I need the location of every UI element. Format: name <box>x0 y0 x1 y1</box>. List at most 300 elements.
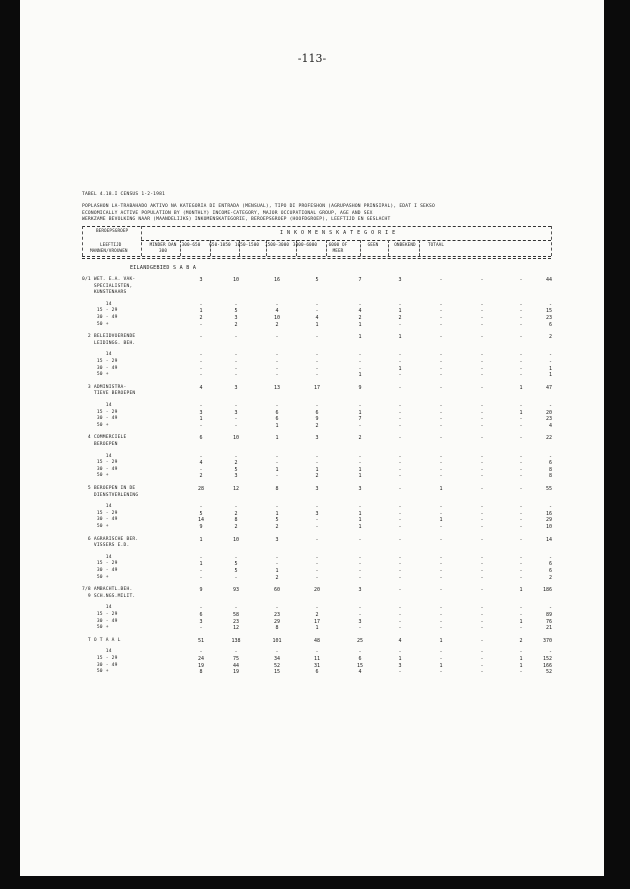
value-cell: 23 <box>232 618 240 625</box>
value-cell: - <box>199 403 203 409</box>
value-cell: - <box>519 517 523 524</box>
row-label: 3 ADMINISTRA- <box>82 384 127 390</box>
value-cell: - <box>315 453 319 460</box>
value-cell: - <box>519 625 523 632</box>
row-label: 30 - 49 <box>82 618 118 624</box>
value-cell: - <box>199 649 203 656</box>
value-cell: - <box>358 352 362 359</box>
value-cell: - <box>358 554 362 561</box>
value-cell: - <box>480 403 484 409</box>
value-cell: - <box>398 473 402 480</box>
value-cell: - <box>519 365 523 372</box>
value-cell: - <box>358 453 362 460</box>
value-cell: - <box>480 587 484 594</box>
value-cell: 4 <box>199 384 203 391</box>
row-label: 14 <box>82 504 112 510</box>
value-cell: - <box>480 561 484 568</box>
value-cell: - <box>398 403 402 409</box>
occupation-header: BEROEPSGROEP <box>96 229 129 234</box>
value-cell: - <box>480 669 484 676</box>
column-divider <box>388 240 389 256</box>
value-cell: 6 <box>199 435 203 442</box>
value-cell: 48 <box>313 637 321 644</box>
value-cell: - <box>480 359 484 365</box>
row-label: 30 - 49 <box>82 517 118 523</box>
row-label: 15 - 29 <box>82 510 118 516</box>
value-cell: - <box>358 649 362 656</box>
column-divider <box>82 226 83 256</box>
value-cell: - <box>234 574 238 581</box>
value-cell: - <box>439 301 443 308</box>
total-cell: 44 <box>545 277 552 283</box>
value-cell: - <box>519 277 523 283</box>
value-cell: 1 <box>439 637 443 644</box>
value-cell: - <box>199 466 203 473</box>
value-cell: 15 <box>356 662 364 669</box>
value-cell: 19 <box>197 662 205 669</box>
value-cell: 6 <box>358 656 362 662</box>
total-cell: 1 <box>548 372 552 379</box>
income-column-header: 3000-6000 <box>292 243 318 248</box>
value-cell: - <box>398 612 402 618</box>
value-cell: - <box>315 359 319 365</box>
value-cell: 60 <box>273 587 281 594</box>
value-cell: - <box>439 365 443 372</box>
row-label: 30 - 49 <box>82 466 118 472</box>
value-cell: - <box>439 460 443 467</box>
value-cell: - <box>519 359 523 365</box>
value-cell: 1 <box>519 618 523 625</box>
value-cell: - <box>439 649 443 656</box>
value-cell: - <box>398 466 402 473</box>
value-cell: - <box>398 460 402 467</box>
value-cell: 9 <box>199 587 203 594</box>
value-cell: - <box>398 486 402 492</box>
value-cell: 1 <box>358 409 362 416</box>
value-cell: - <box>480 605 484 612</box>
value-cell: - <box>358 568 362 574</box>
value-cell: 6 <box>275 416 279 423</box>
value-cell: 1 <box>358 321 362 328</box>
total-cell: 152 <box>542 656 552 662</box>
value-cell: - <box>315 308 319 315</box>
value-cell: 2 <box>275 321 279 328</box>
table-row <box>20 473 604 480</box>
value-cell: - <box>315 554 319 561</box>
total-cell: 29 <box>545 517 552 524</box>
value-cell: 34 <box>273 656 281 662</box>
value-cell: 3 <box>358 486 362 492</box>
value-cell: - <box>480 625 484 632</box>
value-cell: 1 <box>315 321 319 328</box>
row-label: 2 BELEIDVOERENDE <box>82 334 136 340</box>
value-cell: 2 <box>358 435 362 442</box>
total-cell: 6 <box>548 321 552 328</box>
value-cell: 1 <box>398 656 402 662</box>
value-cell: 1 <box>398 308 402 315</box>
row-label: 30 - 49 <box>82 416 118 422</box>
income-column-header: 300 <box>158 249 168 254</box>
income-column-header: 300-650 <box>181 243 201 248</box>
total-cell: 2 <box>548 574 552 581</box>
table-row <box>20 625 604 632</box>
value-cell: 1 <box>358 510 362 517</box>
value-cell: 13 <box>273 384 281 391</box>
row-label: 15 - 29 <box>82 359 118 364</box>
row-label: 15 - 29 <box>82 308 118 314</box>
value-cell: - <box>480 384 484 391</box>
value-cell: - <box>398 618 402 625</box>
row-label: 50 + <box>82 625 109 631</box>
row-label: 6 AGRARISCHE BER. <box>82 536 139 542</box>
total-cell: 52 <box>545 669 552 676</box>
value-cell: 4 <box>199 460 203 467</box>
value-cell: 5 <box>275 517 279 524</box>
value-cell: 4 <box>358 308 362 315</box>
row-label: 30 - 49 <box>82 315 118 320</box>
value-cell: 31 <box>313 662 321 669</box>
total-cell: - <box>548 301 552 308</box>
value-cell: - <box>234 334 238 341</box>
value-cell: - <box>519 352 523 359</box>
row-label: 14 <box>82 605 112 611</box>
value-cell: 1 <box>275 568 279 574</box>
value-cell: - <box>480 365 484 372</box>
caption-line-dutch: WERKZAME BEVOLKING NAAR (MAANDELIJKS) INKOMENSKATEGORIE, BEROEPSGROEP (HOOFDGROEP), LEEFTIJD EN GESLACHT <box>82 217 391 223</box>
value-cell: - <box>398 568 402 574</box>
value-cell: - <box>199 301 203 308</box>
value-cell: 2 <box>519 637 523 644</box>
value-cell: - <box>439 473 443 480</box>
value-cell: - <box>480 334 484 341</box>
value-cell: 101 <box>272 637 282 644</box>
value-cell: - <box>480 453 484 460</box>
row-label: 30 - 49 <box>82 662 118 668</box>
value-cell: - <box>234 301 238 308</box>
row-label: 50 + <box>82 321 109 327</box>
value-cell: - <box>315 504 319 511</box>
row-label: 15 - 29 <box>82 561 118 567</box>
value-cell: - <box>519 574 523 581</box>
income-column-header: ONBEKEND <box>394 243 416 248</box>
value-cell: 2 <box>234 321 238 328</box>
value-cell: - <box>315 568 319 574</box>
value-cell: - <box>315 517 319 524</box>
value-cell: 1 <box>275 422 279 429</box>
value-cell: - <box>439 315 443 321</box>
value-cell: - <box>519 486 523 492</box>
value-cell: - <box>519 422 523 429</box>
row-label: BEROEPEN <box>82 442 118 447</box>
table-row <box>20 442 604 449</box>
value-cell: - <box>398 372 402 379</box>
region-label: EILANDGEBIED S A B A <box>130 265 197 271</box>
value-cell: - <box>234 365 238 372</box>
value-cell: 2 <box>315 473 319 480</box>
value-cell: - <box>275 473 279 480</box>
value-cell: - <box>439 568 443 574</box>
value-cell: 3 <box>199 618 203 625</box>
value-cell: - <box>398 435 402 442</box>
value-cell: 9 <box>315 416 319 423</box>
value-cell: 1 <box>439 662 443 669</box>
value-cell: - <box>480 435 484 442</box>
value-cell: - <box>398 587 402 594</box>
row-label: DIENSTVERLENING <box>82 492 139 498</box>
total-cell: - <box>548 403 552 409</box>
value-cell: - <box>480 662 484 669</box>
value-cell: - <box>480 524 484 530</box>
row-label: 5 BEROEPEN IN DE <box>82 486 136 491</box>
value-cell: 5 <box>234 568 238 574</box>
row-label: 14 <box>82 649 112 655</box>
value-cell: - <box>480 618 484 625</box>
value-cell: 3 <box>234 384 238 391</box>
value-cell: 1 <box>358 372 362 379</box>
value-cell: 12 <box>232 625 240 632</box>
value-cell: - <box>480 656 484 662</box>
value-cell: 1 <box>358 524 362 530</box>
value-cell: 2 <box>275 524 279 530</box>
value-cell: - <box>439 612 443 618</box>
value-cell: 14 <box>197 517 205 524</box>
table-row <box>20 372 604 379</box>
income-column-header: GEEN <box>367 243 379 248</box>
value-cell: - <box>398 605 402 612</box>
value-cell: 1 <box>398 334 402 341</box>
total-cell: 47 <box>545 384 552 391</box>
total-cell: 23 <box>545 315 552 321</box>
value-cell: 3 <box>358 618 362 625</box>
total-cell: - <box>548 649 552 656</box>
total-cell: 1 <box>548 365 552 372</box>
value-cell: - <box>398 669 402 676</box>
value-cell: - <box>398 359 402 365</box>
value-cell: 17 <box>313 384 321 391</box>
value-cell: - <box>519 466 523 473</box>
value-cell: 20 <box>313 587 321 594</box>
value-cell: - <box>439 656 443 662</box>
row-label: 0/1 WET. E.A. VAK- <box>82 277 136 282</box>
value-cell: 44 <box>232 662 240 669</box>
value-cell: - <box>275 504 279 511</box>
value-cell: - <box>234 372 238 379</box>
total-cell: 14 <box>545 536 552 543</box>
row-label: 50 + <box>82 473 109 479</box>
value-cell: - <box>519 649 523 656</box>
value-cell: 2 <box>358 315 362 321</box>
document-page <box>20 0 604 876</box>
caption-line-papiamentu: POPLASHON LA-TRABAHADO AKTIVO NA KATEGORIA DI ENTRADA (MENSUAL), TIPO DI PROFESHON (AGRUPASHON PRINSIPAL), EDAT I SEKSO <box>82 203 435 209</box>
value-cell: - <box>315 365 319 372</box>
value-cell: - <box>315 536 319 543</box>
value-cell: - <box>398 649 402 656</box>
value-cell: 1 <box>519 656 523 662</box>
value-cell: - <box>519 453 523 460</box>
column-divider <box>551 226 552 256</box>
value-cell: 1 <box>275 466 279 473</box>
value-cell: - <box>480 352 484 359</box>
value-cell: - <box>439 466 443 473</box>
value-cell: - <box>519 460 523 467</box>
value-cell: - <box>358 605 362 612</box>
value-cell: - <box>275 352 279 359</box>
total-cell: 89 <box>545 612 552 618</box>
value-cell: - <box>398 352 402 359</box>
total-cell: 21 <box>545 625 552 632</box>
value-cell: - <box>480 473 484 480</box>
value-cell: - <box>398 517 402 524</box>
total-cell: 15 <box>545 308 552 315</box>
value-cell: - <box>358 612 362 618</box>
value-cell: 15 <box>273 669 281 676</box>
value-cell: - <box>480 554 484 561</box>
total-cell: 6 <box>548 568 552 574</box>
value-cell: - <box>480 321 484 328</box>
total-cell: 76 <box>545 618 552 625</box>
value-cell: 3 <box>234 315 238 321</box>
value-cell: - <box>199 568 203 574</box>
row-label: T O T A A L <box>82 637 121 643</box>
value-cell: 3 <box>234 473 238 480</box>
value-cell: - <box>398 416 402 423</box>
value-cell: 93 <box>232 587 240 594</box>
total-cell: 8 <box>548 466 552 473</box>
value-cell: - <box>358 561 362 568</box>
total-cell: 20 <box>545 409 552 416</box>
value-cell: 3 <box>398 662 402 669</box>
value-cell: - <box>398 384 402 391</box>
value-cell: - <box>519 536 523 543</box>
value-cell: - <box>480 649 484 656</box>
value-cell: - <box>519 473 523 480</box>
value-cell: - <box>439 435 443 442</box>
value-cell: 28 <box>197 486 205 492</box>
value-cell: - <box>519 510 523 517</box>
value-cell: - <box>234 649 238 656</box>
value-cell: - <box>358 301 362 308</box>
row-label: 15 - 29 <box>82 656 118 661</box>
value-cell: - <box>234 403 238 409</box>
income-column-header: 6000 OF <box>328 243 348 248</box>
value-cell: - <box>199 625 203 632</box>
income-column-header: MEER <box>332 249 344 254</box>
value-cell: 23 <box>273 612 281 618</box>
value-cell: - <box>199 605 203 612</box>
value-cell: - <box>199 359 203 365</box>
value-cell: - <box>439 359 443 365</box>
total-cell: - <box>548 605 552 612</box>
value-cell: 5 <box>234 308 238 315</box>
value-cell: - <box>315 301 319 308</box>
value-cell: - <box>480 466 484 473</box>
value-cell: - <box>398 301 402 308</box>
value-cell: - <box>439 669 443 676</box>
value-cell: - <box>480 416 484 423</box>
table-title: TABEL 4.18.I CENSUS 1-2-1981 <box>82 192 166 197</box>
value-cell: - <box>519 554 523 561</box>
value-cell: 10 <box>273 315 281 321</box>
value-cell: 12 <box>232 486 240 492</box>
value-cell: - <box>234 453 238 460</box>
value-cell: 2 <box>315 422 319 429</box>
value-cell: 10 <box>232 536 240 543</box>
table-row <box>20 669 604 676</box>
value-cell: - <box>519 568 523 574</box>
value-cell: - <box>358 422 362 429</box>
table-row <box>20 524 604 531</box>
value-cell: 7 <box>358 277 362 283</box>
row-label: 15 - 29 <box>82 409 118 415</box>
income-column-header: TOTAAL <box>427 243 445 248</box>
value-cell: - <box>275 605 279 612</box>
header-rule-band <box>141 240 551 241</box>
value-cell: - <box>358 625 362 632</box>
row-label: KUNSTENAARS <box>82 290 127 296</box>
value-cell: - <box>398 422 402 429</box>
value-cell: 4 <box>275 308 279 315</box>
value-cell: - <box>199 554 203 561</box>
value-cell: 1 <box>199 308 203 315</box>
value-cell: 3 <box>398 277 402 283</box>
row-label: 50 + <box>82 372 109 378</box>
value-cell: - <box>358 460 362 467</box>
value-cell: 8 <box>275 625 279 632</box>
row-label: 50 + <box>82 669 109 675</box>
value-cell: 4 <box>398 637 402 644</box>
value-cell: - <box>480 612 484 618</box>
value-cell: - <box>358 574 362 581</box>
value-cell: - <box>439 504 443 511</box>
row-label: 7/8 AMBACHTL.BEH. <box>82 587 133 593</box>
value-cell: 1 <box>199 416 203 423</box>
value-cell: - <box>439 308 443 315</box>
total-cell: 186 <box>542 587 552 594</box>
value-cell: 3 <box>199 409 203 416</box>
total-cell: 2 <box>548 334 552 341</box>
row-label: 4 COMMERCIELE <box>82 435 127 441</box>
value-cell: - <box>519 605 523 612</box>
value-cell: - <box>315 605 319 612</box>
value-cell: - <box>234 422 238 429</box>
table-row <box>20 290 604 297</box>
value-cell: - <box>199 352 203 359</box>
value-cell: - <box>275 649 279 656</box>
value-cell: - <box>519 612 523 618</box>
value-cell: 1 <box>358 517 362 524</box>
value-cell: - <box>519 416 523 423</box>
value-cell: 1 <box>439 517 443 524</box>
value-cell: - <box>519 372 523 379</box>
column-divider <box>141 226 142 256</box>
value-cell: - <box>480 422 484 429</box>
value-cell: 9 <box>358 384 362 391</box>
value-cell: 1 <box>519 384 523 391</box>
value-cell: - <box>275 334 279 341</box>
value-cell: - <box>439 384 443 391</box>
value-cell: - <box>398 574 402 581</box>
value-cell: - <box>315 561 319 568</box>
total-cell: - <box>548 554 552 561</box>
header-rule-top <box>82 226 551 227</box>
value-cell: - <box>199 334 203 341</box>
value-cell: - <box>398 510 402 517</box>
value-cell: - <box>480 637 484 644</box>
value-cell: - <box>199 372 203 379</box>
row-label: 14 <box>82 301 112 307</box>
value-cell: - <box>315 372 319 379</box>
value-cell: 3 <box>315 435 319 442</box>
